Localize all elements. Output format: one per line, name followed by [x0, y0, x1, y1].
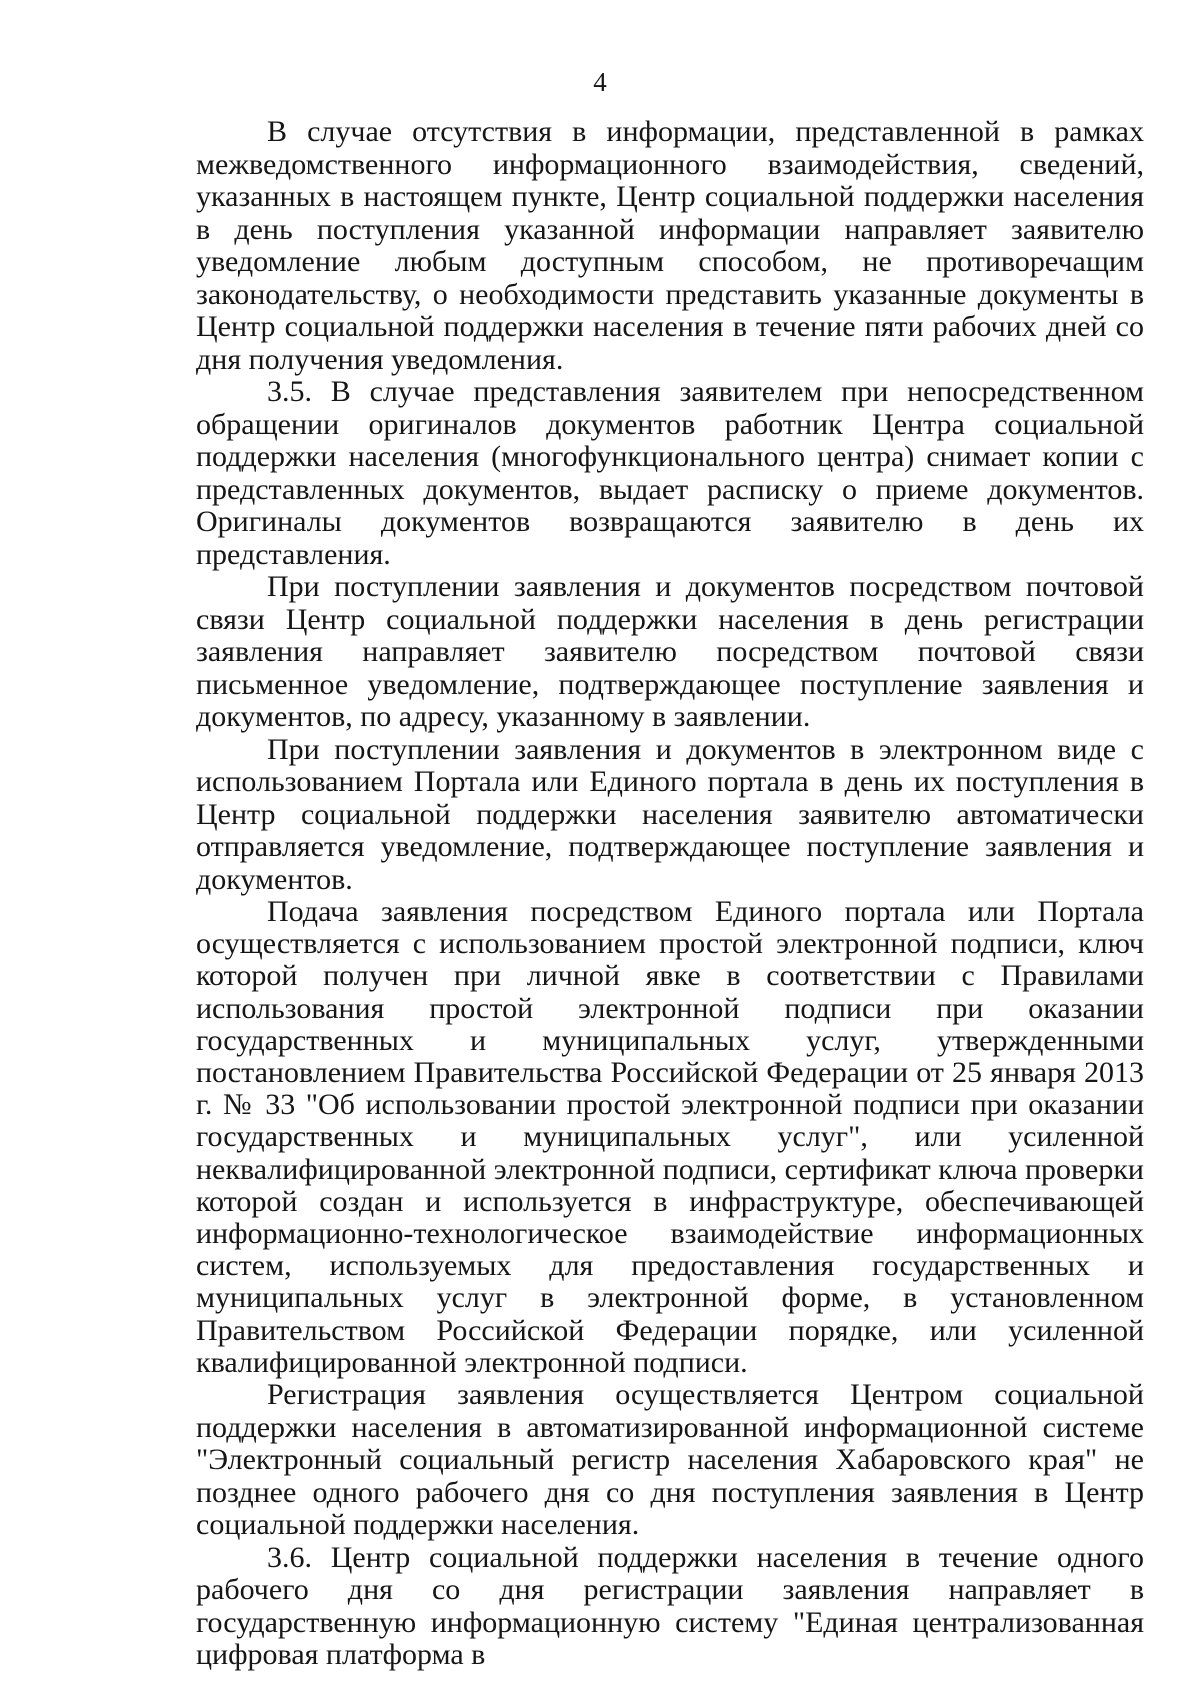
paragraph-registration: Регистрация заявления осуществляется Центром социальной поддержки населения в автоматизированной информационной системе "Электронный социальный регистр населения Хабаровского края" не позднее одного рабочего дня со дня поступления заявления в Центр социальной поддержки населения.	[196, 1378, 1144, 1542]
paragraph-missing-information: В случае отсутствия в информации, представленной в рамках межведомственного информационного взаимодействия, сведений, указанных в настоящем пункте, Центр социальной поддержки населения в день поступления указанной информации направляет заявителю уведомление любым доступным способом, не противоречащим законодательству, о необходимости представить указанные документы в Центр социальной поддержки населения в течение пяти рабочих дней со дня получения уведомления.	[196, 115, 1144, 376]
paragraph-postal-submission: При поступлении заявления и документов посредством почтовой связи Центр социальной поддержки населения в день регистрации заявления направляет заявителю посредством почтовой связи письменное уведомление, подтверждающее поступление заявления и документов, по адресу, указанному в заявлении.	[196, 570, 1144, 733]
paragraph-section-3-5: 3.5. В случае представления заявителем при непосредственном обращении оригиналов документов работник Центра социальной поддержки населения (многофункционального центра) снимает копии с представленных документов, выдает расписку о приеме документов. Оригиналы документов возвращаются заявителю в день их представления.	[196, 375, 1144, 571]
page-number: 4	[593, 67, 607, 97]
paragraph-electronic-submission: При поступлении заявления и документов в электронном виде с использованием Портала или Единого портала в день их поступления в Центр социальной поддержки населения заявителю автоматически отправляется уведомление, подтверждающее поступление заявления и документов.	[196, 732, 1144, 896]
paragraph-electronic-signature: Подача заявления посредством Единого портала или Портала осуществляется с использованием простой электронной подписи, ключ которой получен при личной явке в соответствии с Правилами использования простой электронной подписи при оказании государственных и муниципальных услуг, утвержденными постановлением Правительства Российской Федерации от 25 января 2013 г. № 33 "Об использовании простой электронной подписи при оказании государственных и муниципальных услуг", или усиленной неквалифицированной электронной подписи, сертификат ключа проверки которой создан и используется в инфраструктуре, обеспечивающей информационно-технологическое взаимодействие информационных систем, используемых для предоставления государственных и муниципальных услуг в электронной форме, в установленном Правительством Российской Федерации порядке, или усиленной квалифицированной электронной подписи.	[196, 895, 1144, 1379]
paragraph-section-3-6: 3.6. Центр социальной поддержки населения в течение одного рабочего дня со дня регистрации заявления направляет в государственную информационную систему "Единая централизованная цифровая платформа в	[196, 1540, 1144, 1672]
document-body	[196, 116, 1144, 1672]
